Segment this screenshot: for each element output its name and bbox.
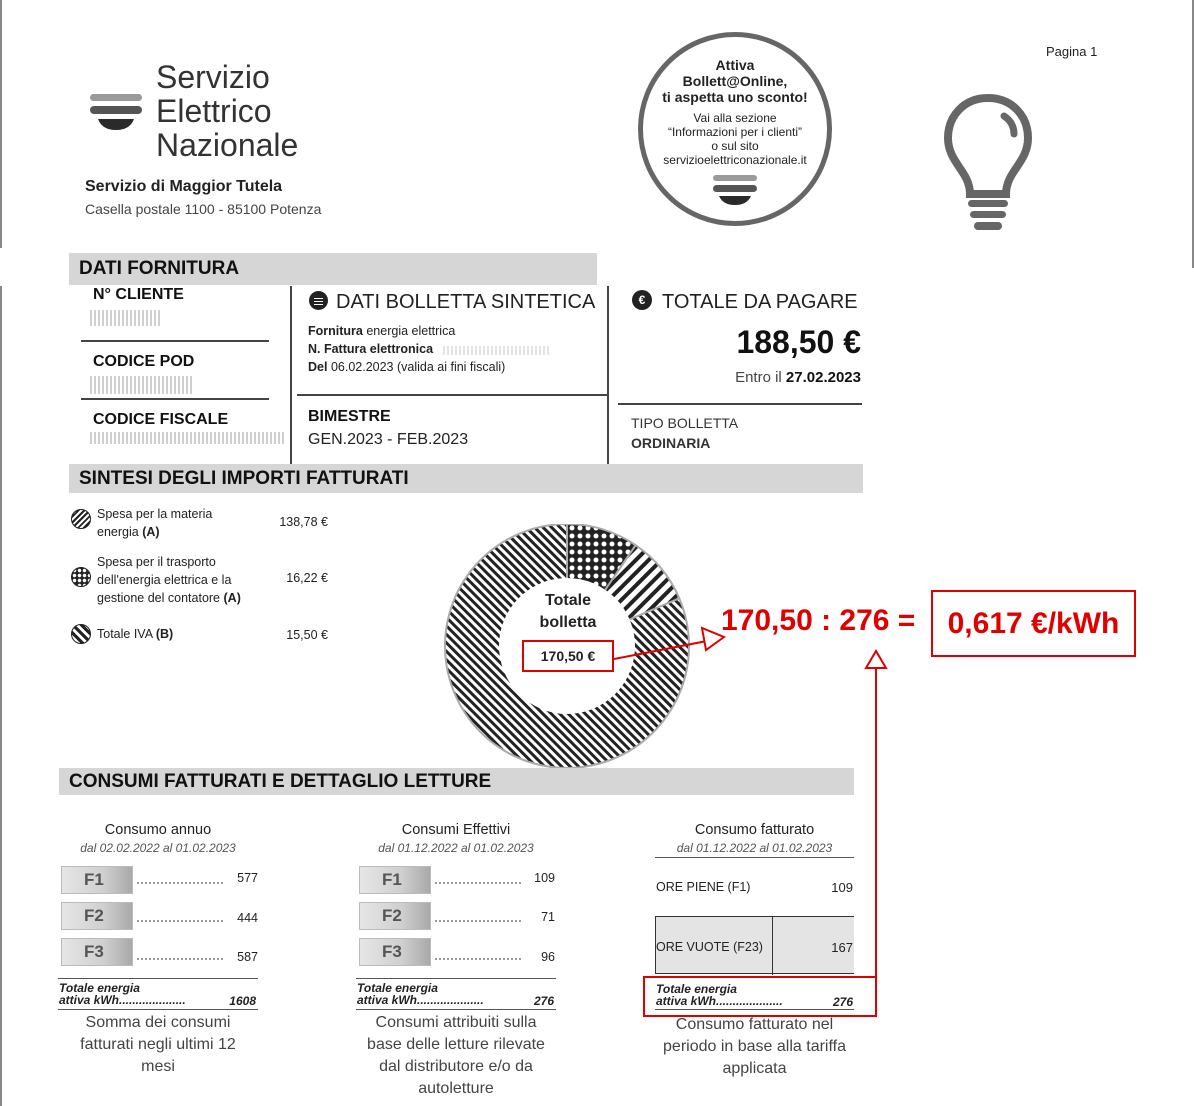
- legend-trasporto-line1: Spesa per il trasporto: [97, 555, 216, 569]
- effettivi-total-value: 276: [533, 994, 554, 1008]
- legend-iva-value: 15,50 €: [286, 628, 328, 642]
- pod-label: CODICE POD: [93, 353, 195, 370]
- effettivi-total-l1: Totale energia: [357, 981, 438, 995]
- band-f3: F3: [61, 938, 133, 966]
- effettivi-period: dal 01.12.2022 al 01.02.2023: [378, 841, 534, 855]
- annotation-formula: 170,50 : 276 =: [721, 604, 916, 637]
- legend-materia-line1: Spesa per la materia: [97, 507, 213, 521]
- totale-amount: 188,50 €: [736, 324, 861, 360]
- promo-line-1: Attiva: [715, 57, 755, 73]
- effettivi-note-l1: Consumi attribuiti sulla: [375, 1014, 537, 1031]
- vuote-label: ORE VUOTE (F23): [656, 940, 763, 954]
- annuo-total-value: 1608: [229, 994, 256, 1008]
- promo-line-2: Bollett@Online,: [682, 73, 788, 89]
- annotation-result-box: 0,617 €/kWh: [931, 590, 1136, 657]
- fatturato-period: dal 01.12.2022 al 01.02.2023: [676, 841, 833, 855]
- fornitura-label: Fornitura: [308, 324, 363, 338]
- effettivi-note-l2: base delle letture rilevate: [367, 1036, 545, 1053]
- consumi-header: CONSUMI FATTURATI E DETTAGLIO LETTURE: [59, 768, 854, 795]
- annuo-f3-value: 587: [237, 950, 258, 964]
- fatturato-note-l2: periodo in base alla tariffa: [663, 1038, 846, 1055]
- service-address: Casella postale 1100 - 85100 Potenza: [85, 201, 322, 217]
- legend-iva-label: Totale IVA: [97, 627, 153, 641]
- annuo-note-l1: Somma dei consumi: [85, 1014, 231, 1031]
- piene-label: ORE PIENE (F1): [656, 880, 751, 894]
- fatturato-total-value: 276: [832, 995, 853, 1009]
- band-f2: F2: [61, 902, 133, 930]
- dati-fornitura-header: DATI FORNITURA: [69, 253, 597, 285]
- annuo-total-l2: attiva kWh....................: [59, 993, 186, 1007]
- entro-date: 27.02.2023: [785, 369, 861, 386]
- effettivi-title: Consumi Effettivi: [401, 822, 511, 838]
- annuo-total-l1: Totale energia: [59, 981, 140, 995]
- annuo-title: Consumo annuo: [104, 822, 212, 838]
- annuo-note-l2: fatturati negli ultimi 12: [80, 1036, 236, 1053]
- sintesi-header: SINTESI DEGLI IMPORTI FATTURATI: [69, 464, 863, 493]
- legend-iva-tag: (B): [155, 627, 174, 641]
- annuo-f1-value: 577: [237, 871, 258, 885]
- del-value: 06.02.2023 (valida ai fini fiscali): [330, 360, 506, 374]
- legend-materia-line2: energia: [97, 525, 139, 539]
- donut-total-box: 170,50 €: [522, 640, 614, 672]
- fattura-label: N. Fattura elettronica: [308, 342, 434, 356]
- consumo-annuo-panel: [58, 820, 258, 1106]
- effettivi-f1-value: 109: [534, 871, 555, 885]
- promo-line-5: “Informazioni per i clienti”: [667, 125, 803, 139]
- dotted-leader: [435, 882, 521, 884]
- euro-icon: €: [632, 290, 652, 310]
- tipo-label: TIPO BOLLETTA: [631, 415, 739, 431]
- legend-trasporto-value: 16,22 €: [286, 571, 328, 585]
- legend-materia-tag: (A): [142, 525, 160, 539]
- brand-line-1: Servizio: [156, 59, 270, 95]
- service-name: Servizio di Maggior Tutela: [85, 178, 283, 195]
- vuote-value: 167: [831, 940, 853, 955]
- brand-line-3: Nazionale: [156, 127, 299, 163]
- cf-label: CODICE FISCALE: [93, 411, 229, 428]
- band-f3: F3: [359, 938, 431, 966]
- band-f2: F2: [359, 902, 431, 930]
- effettivi-total-l2: attiva kWh....................: [357, 993, 484, 1007]
- fatturato-note-l1: Consumo fatturato nel: [675, 1016, 834, 1033]
- band-f1: F1: [359, 866, 431, 894]
- promo-line-4: Vai alla sezione: [693, 111, 777, 125]
- dotted-leader: [435, 920, 521, 922]
- page-number: Pagina 1: [1046, 44, 1098, 59]
- annuo-f2-value: 444: [237, 911, 258, 925]
- fatturato-total-l1: Totale energia: [656, 982, 737, 996]
- dotted-leader: [435, 958, 521, 960]
- fatturato-total-highlight: [643, 976, 877, 1017]
- promo-line-6: o sul sito: [711, 139, 759, 153]
- effettivi-note-l3: dal distributore e/o da: [379, 1058, 533, 1075]
- legend-trasporto-tag: (A): [223, 591, 241, 605]
- brand-line-2: Elettrico: [156, 93, 272, 129]
- fornitura-value: energia elettrica: [366, 324, 456, 338]
- dotted-leader: [137, 920, 223, 922]
- legend-trasporto-line3: gestione del contatore: [97, 591, 221, 605]
- bimestre-label: BIMESTRE: [308, 408, 391, 425]
- donut-center-line2: bolletta: [539, 614, 597, 631]
- annuo-period: dal 02.02.2022 al 01.02.2023: [80, 841, 236, 855]
- legend-trasporto-line2: dell'energia elettrica e la: [97, 573, 232, 587]
- entro-label: Entro il: [735, 369, 782, 386]
- effettivi-note-l4: autoletture: [418, 1080, 494, 1097]
- consumo-fatturato-panel: [655, 820, 854, 1106]
- del-label: Del: [308, 360, 328, 374]
- fatturato-note-l3: applicata: [722, 1060, 787, 1077]
- legend-materia-value: 138,78 €: [279, 515, 328, 529]
- band-f1: F1: [61, 866, 133, 894]
- piene-value: 109: [831, 880, 853, 895]
- totale-title: TOTALE DA PAGARE: [662, 291, 858, 313]
- donut-center-line1: Totale: [545, 592, 591, 609]
- effettivi-f2-value: 71: [541, 910, 555, 924]
- promo-line-7: servizioelettriconazionale.it: [663, 153, 807, 167]
- fatturato-title: Consumo fatturato: [694, 822, 815, 838]
- dotted-leader: [137, 882, 223, 884]
- bimestre-value: GEN.2023 - FEB.2023: [308, 431, 469, 448]
- fatturato-total-l2: attiva kWh....................: [656, 994, 783, 1008]
- effettivi-f3-value: 96: [541, 950, 555, 964]
- promo-line-3: ti aspetta uno sconto!: [662, 89, 808, 105]
- consumi-effettivi-panel: [356, 820, 556, 1106]
- annuo-note-l3: mesi: [141, 1058, 175, 1075]
- bolletta-title: DATI BOLLETTA SINTETICA: [336, 291, 596, 313]
- dotted-leader: [137, 958, 223, 960]
- tipo-value: ORDINARIA: [631, 435, 711, 451]
- cliente-label: N° CLIENTE: [93, 286, 184, 303]
